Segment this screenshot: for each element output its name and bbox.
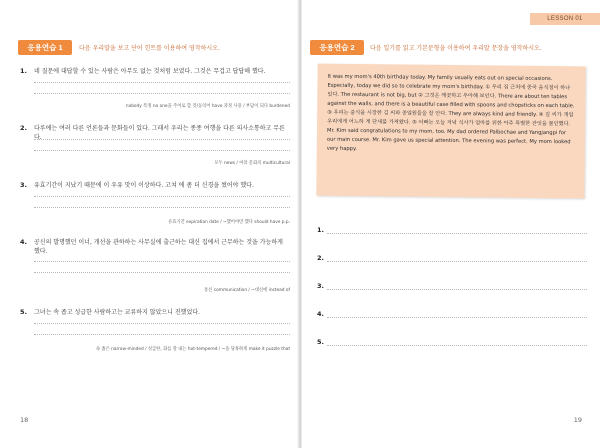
question-text: 그녀는 속 좁고 성급한 사람하고는 교류하지 않았으니 진했었다.: [34, 309, 200, 316]
question-text: 유효기간이 지났기 때문에 이 우유 맛이 이상하다. 고쳐 에 좀 더 신경을 썼어야 했다.: [34, 182, 254, 189]
word-hint: 통신 communication / ~대신에 instead of: [204, 288, 290, 293]
answer-line[interactable]: [34, 261, 290, 262]
question-text: 다루에는 여러 다른 언론들과 문화들이 있다. 그래서 우리는 종종 여행을 다른 의사소통하고 무른다.: [34, 125, 285, 141]
question-number: 2.: [20, 124, 27, 132]
question-text: 공신의 발명했던 이너, 개선을 관하하는 사무실에 출근하는 대신 집에서 근무하는 것을 가능하게 했다.: [34, 239, 283, 255]
answer-number: 3.: [317, 282, 324, 290]
answer-line[interactable]: [34, 334, 290, 335]
answer-line[interactable]: [327, 317, 587, 318]
left-page: [0, 0, 298, 448]
answer-number: 1.: [317, 226, 324, 234]
answer-number: 4.: [317, 310, 324, 318]
question-number: 4.: [20, 238, 27, 246]
answer-line[interactable]: [327, 345, 587, 346]
question-number: 1.: [20, 67, 27, 75]
answer-line[interactable]: [34, 93, 290, 94]
diary-note: [316, 64, 585, 199]
page-number: 19: [573, 416, 582, 424]
right-page: [302, 0, 600, 448]
answer-line[interactable]: [34, 207, 290, 208]
lesson-tag: LESSON 01: [530, 13, 600, 25]
word-hint: 유효기간 expiration date / ~했어야만 했다 should have p.p.: [168, 220, 290, 225]
answer-line[interactable]: [34, 272, 290, 273]
answer-line[interactable]: [327, 289, 587, 290]
answer-line[interactable]: [327, 233, 587, 234]
answer-line[interactable]: [34, 150, 290, 151]
answer-line[interactable]: [34, 139, 290, 140]
answer-line[interactable]: [34, 323, 290, 324]
exercise-badge: 응용연습 1: [18, 40, 72, 55]
exercise-instruction: 다음 우리말을 보고 단어 힌트를 이용하여 영작하시오.: [79, 45, 220, 52]
question-text: 네 질문에 대답할 수 있는 사람은 아무도 없는 것처럼 보였다. 그것은 무겁고 답답해 했다.: [34, 68, 266, 75]
word-hint: 모두 news / 여러 문화의 multicultural: [214, 161, 290, 166]
question-number: 3.: [20, 181, 27, 189]
word-hint: 속 좁은 narrow-minded / 성급한, 화를 잘 내는 hot-tempered / ~을 당혹하게 make it puzzle that: [95, 347, 290, 352]
exercise-instruction: 다음 일기를 읽고 기본문형을 이용하여 우리말 문장을 영작하시오.: [370, 45, 542, 52]
page-number: 18: [20, 416, 29, 424]
answer-number: 5.: [317, 338, 324, 346]
answer-line[interactable]: [327, 261, 587, 262]
question-number: 5.: [20, 308, 27, 316]
exercise-badge: 응용연습 2: [310, 40, 364, 55]
diary-text: It was my mom's 40th birthday today. My family usually eats out on special occasions. Especially, today we did so to celebrate my mom's birthday. ① 우리 집 근처에 중국 음식점이 하나 있다. The restaurant is not big, but ② 그것은 깨끗하고 우아해 보인다. There are about ten tables against the walls, and there is a beautiful case filled with spoons and chopsticks on each table. ③ 우리는 중식을 시장한 김 씨와 종업원들을 잘 안다. They are always kind and friendly. ④ 김 씨가 개업 우리에게 어느하 게 단새를 가져왔다. ⑤ 어빠는 오늘 저녁 식사가 엄마를 위한 아주 특별한 잔엇을 물인했다. Mr. Kim said congratulations to my mom, too. My dad ordered Palbochae and Yangjangpi for our main course. Mr. Kim gave us special attention. The evening was perfect. My mom looked very happy.: [326, 73, 575, 153]
word-hint: nobody 특정 no one을 주어로 할 것/동의어 have 과정 사용 / 부담이 되다 burdened: [125, 104, 290, 109]
answer-line[interactable]: [34, 196, 290, 197]
answer-line[interactable]: [34, 82, 290, 83]
answer-number: 2.: [317, 254, 324, 262]
